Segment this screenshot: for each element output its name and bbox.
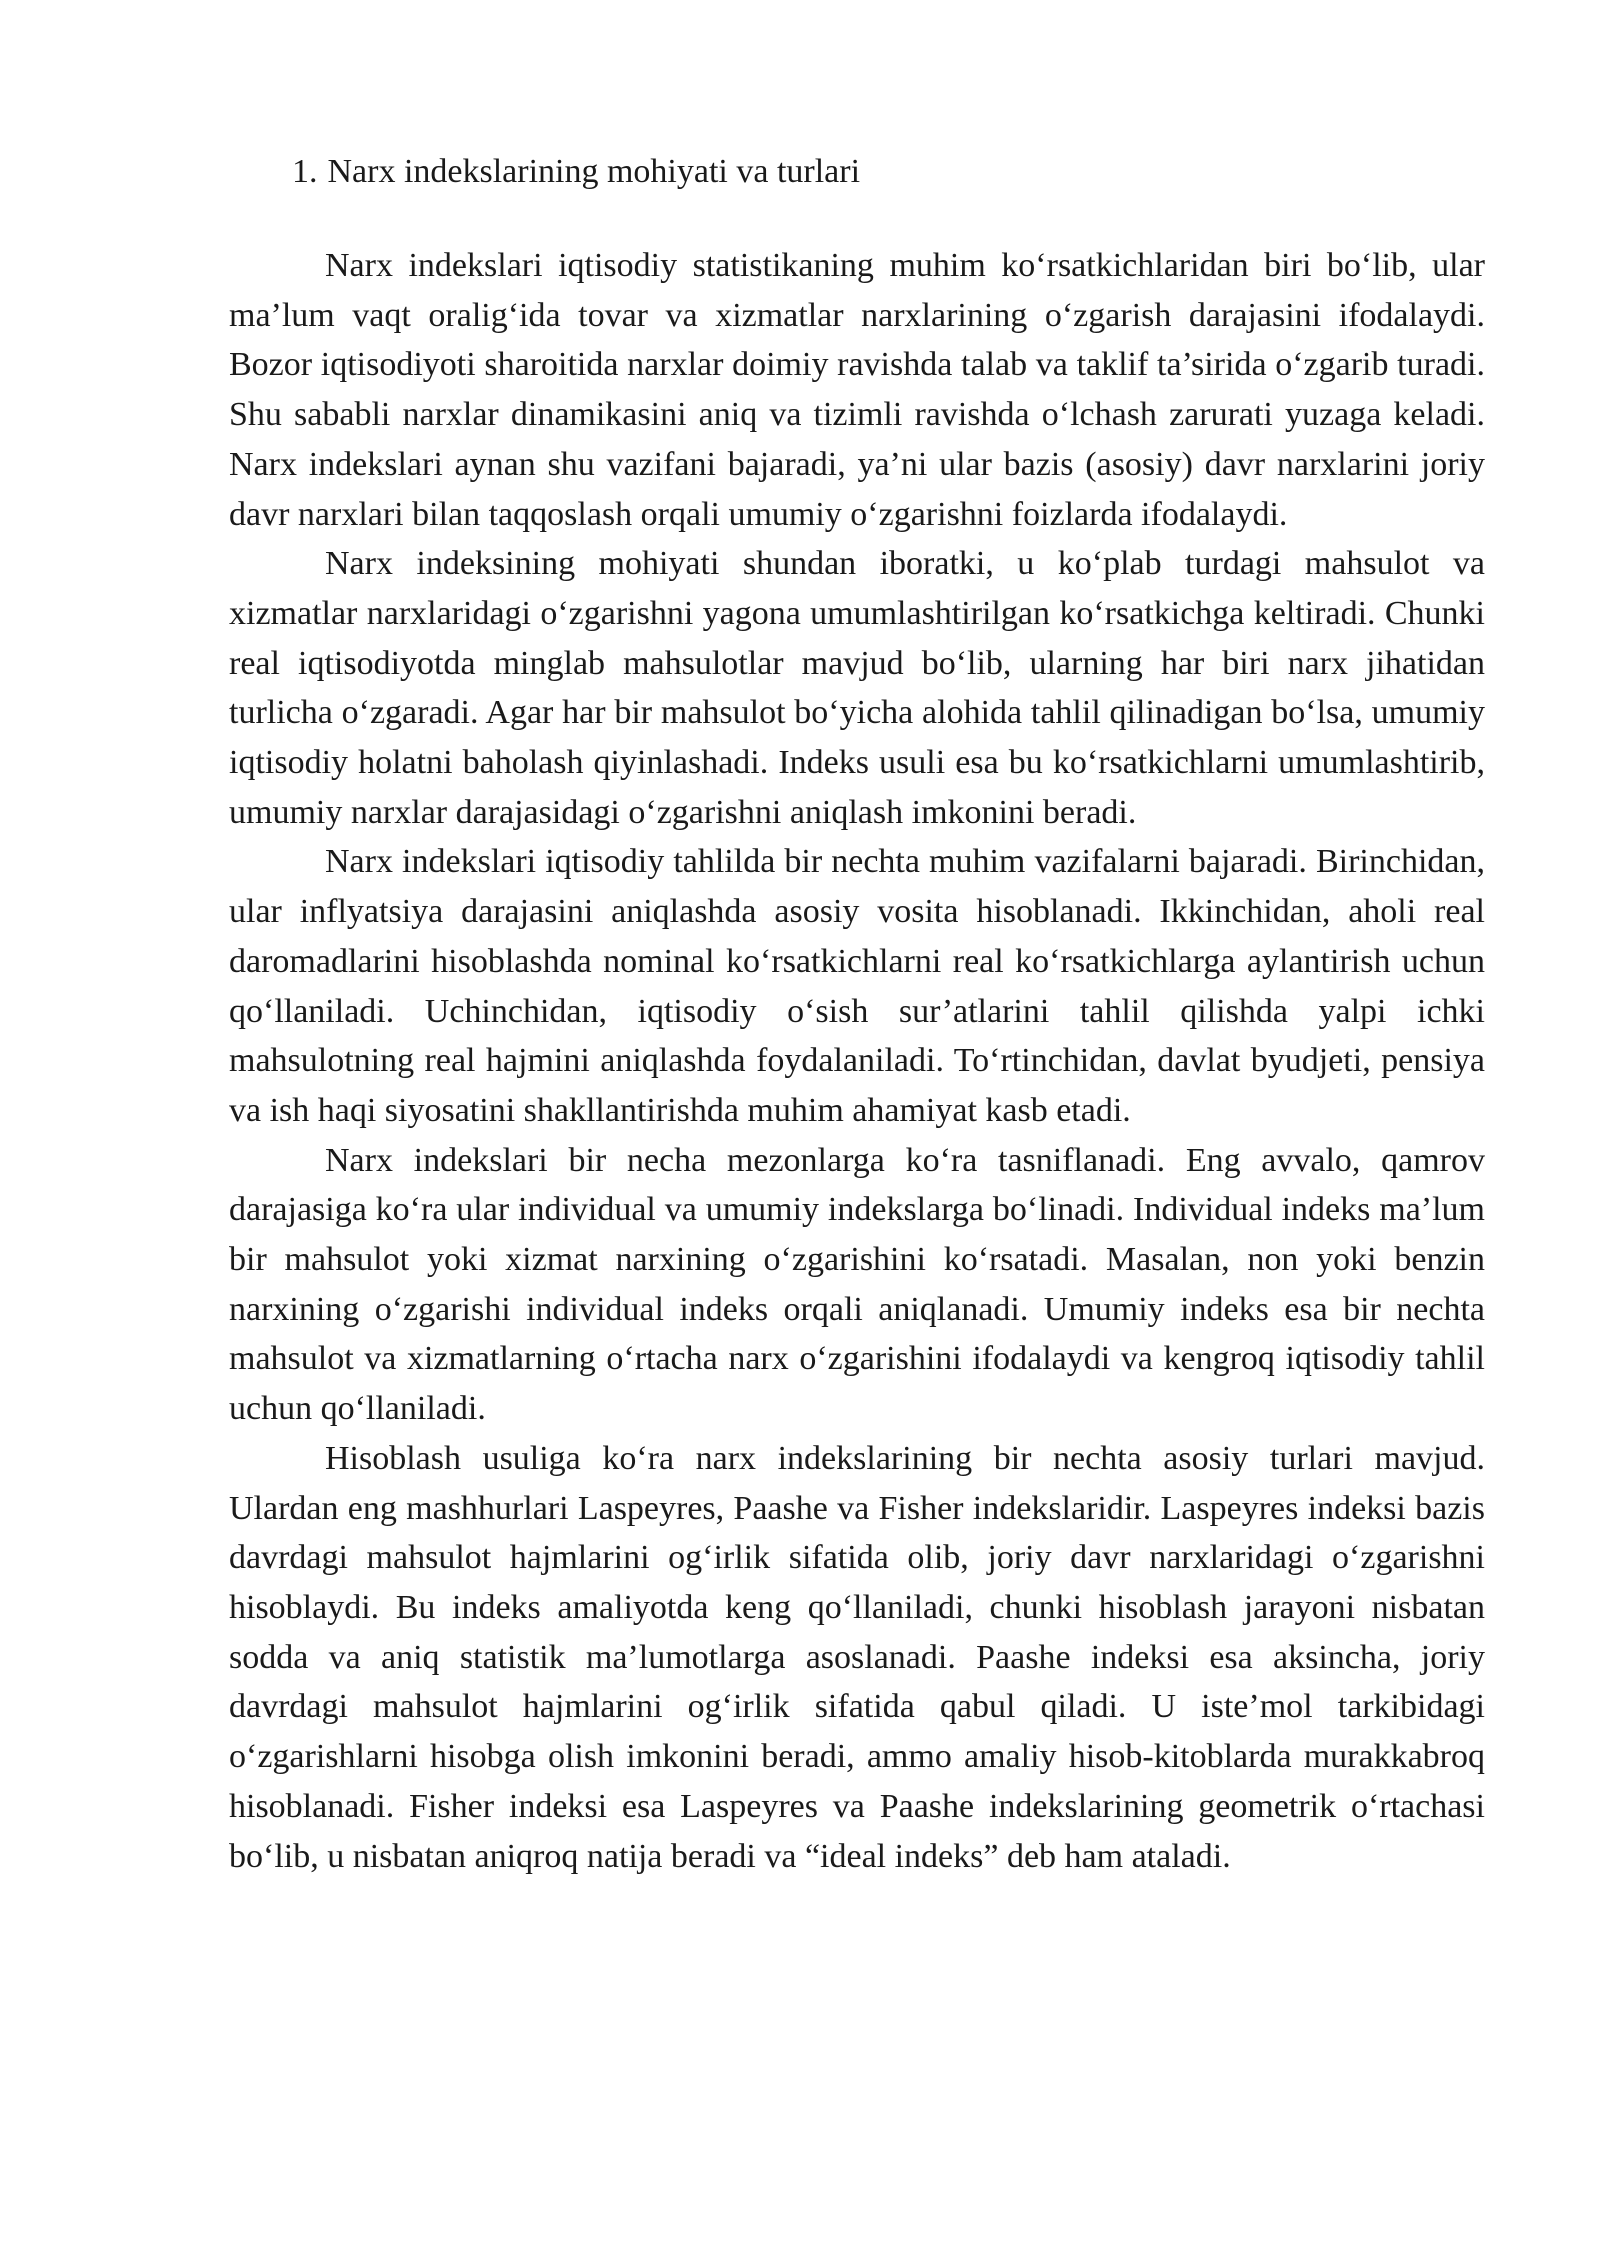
paragraph: Hisoblash usuliga ko‘ra narx indekslarining bir nechta asosiy turlari mavjud. Ulardan eng mashhurlari Laspeyres, Paashe va Fisher indekslaridir. Laspeyres indeksi bazis davrdagi mahsulot hajmlarini og‘irlik sifatida olib, joriy davr narxlaridagi o‘zgarishni hisoblaydi. Bu indeks amaliyotda keng qo‘llaniladi, chunki hisoblash jarayoni nisbatan sodda va aniq statistik ma’lumotlarga asoslanadi. Paashe indeksi esa aksincha, joriy davrdagi mahsulot hajmlarini og‘irlik sifatida qabul qiladi. U iste’mol tarkibidagi o‘zgarishlarni hisobga olish imkonini beradi, ammo amaliy hisob-kitoblarda murakkabroq hisoblanadi. Fisher indeksi esa Laspeyres va Paashe indekslarining geometrik o‘rtachasi bo‘lib, u nisbatan aniqroq natija beradi va “ideal indeks” deb ham ataladi. <box>229 1439 1485 1875</box>
paragraph: Narx indekslari iqtisodiy tahlilda bir nechta muhim vazifalarni bajaradi. Birinchidan, ular inflyatsiya darajasini aniqlashda asosiy vosita hisoblanadi. Ikkinchidan, aholi real daromadlarini hisoblashda nominal ko‘rsatkichlarni real ko‘rsatkichlarga aylantirish uchun qo‘llaniladi. Uchinchidan, iqtisodiy o‘sish sur’atlarini tahlil qilishda yalpi ichki mahsulotning real hajmini aniqlashda foydalaniladi. To‘rtinchidan, davlat byudjeti, pensiya va ish haqi siyosatini shakllantirishda muhim ahamiyat kasb etadi. <box>229 843 1485 1129</box>
paragraph: Narx indekslari iqtisodiy statistikaning muhim ko‘rsatkichlaridan biri bo‘lib, ular ma’lum vaqt oralig‘ida tovar va xizmatlar narxlarining o‘zgarish darajasini ifodalaydi. Bozor iqtisodiyoti sharoitida narxlar doimiy ravishda talab va taklif ta’sirida o‘zgarib turadi. Shu sababli narxlar dinamikasini aniq va tizimli ravishda o‘lchash zarurati yuzaga keladi. Narx indekslari aynan shu vazifani bajaradi, ya’ni ular bazis (asosiy) davr narxlarini joriy davr narxlari bilan taqqoslash orqali umumiy o‘zgarishni foizlarda ifodalaydi. <box>229 247 1485 533</box>
paragraph: Narx indeksining mohiyati shundan iboratki, u ko‘plab turdagi mahsulot va xizmatlar narxlaridagi o‘zgarishni yagona umumlashtirilgan ko‘rsatkichga keltiradi. Chunki real iqtisodiyotda minglab mahsulotlar mavjud bo‘lib, ularning har biri narx jihatidan turlicha o‘zgaradi. Agar har bir mahsulot bo‘yicha alohida tahlil qilinadigan bo‘lsa, umumiy iqtisodiy holatni baholash qiyinlashadi. Indeks usuli esa bu ko‘rsatkichlarni umumlashtirib, umumiy narxlar darajasidagi o‘zgarishni aniqlash imkonini beradi. <box>229 545 1485 831</box>
page-content <box>229 147 1485 1881</box>
section-heading <box>292 147 1485 197</box>
section-number: 1. <box>292 153 318 190</box>
paragraph: Narx indekslari bir necha mezonlarga ko‘ra tasniflanadi. Eng avvalo, qamrov darajasiga ko‘ra ular individual va umumiy indekslarga bo‘linadi. Individual indeks ma’lum bir mahsulot yoki xizmat narxining o‘zgarishini ko‘rsatadi. Masalan, non yoki benzin narxining o‘zgarishi individual indeks orqali aniqlanadi. Umumiy indeks esa bir nechta mahsulot va xizmatlarning o‘rtacha narx o‘zgarishini ifodalaydi va kengroq iqtisodiy tahlil uchun qo‘llaniladi. <box>229 1141 1485 1428</box>
section-title: Narx indekslarining mohiyati va turlari <box>327 153 861 190</box>
